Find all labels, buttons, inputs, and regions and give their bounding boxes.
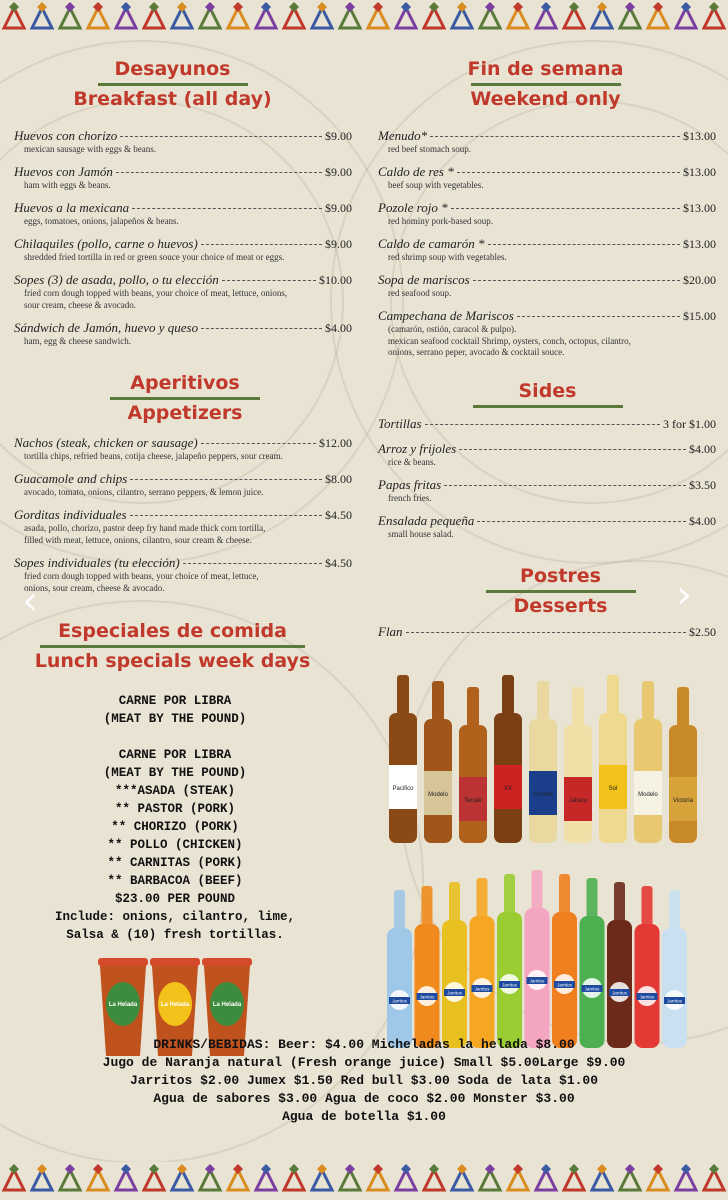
menu-item — [14, 272, 352, 311]
chevron-left-icon[interactable]: ‹ — [22, 578, 38, 624]
beer-bottle — [494, 675, 522, 843]
drinks-line: Jarritos $2.00 Jumex $1.50 Red bull $3.00 Soda de lata $1.00 — [129, 1073, 599, 1088]
svg-text:Jarritos: Jarritos — [419, 994, 435, 1000]
svg-text:La Helada: La Helada — [212, 1002, 242, 1008]
desserts-title-bar — [486, 590, 636, 593]
menu-item — [14, 236, 352, 264]
drinks-line: Agua de botella $1.00 — [282, 1109, 446, 1124]
lunch-line: Salsa & (10) fresh tortillas. — [66, 928, 284, 942]
item-name: Gorditas individuales — [14, 507, 127, 522]
item-price: $12.00 — [319, 436, 352, 450]
lunch-line: (MEAT BY THE POUND) — [103, 712, 247, 726]
item-name: Arroz y frijoles — [378, 441, 457, 456]
soda-bottle — [635, 886, 660, 1048]
appetizers-title-es: Aperitivos — [130, 372, 240, 394]
svg-text:Modelo: Modelo — [428, 792, 448, 798]
drinks-line: DRINKS/BEBIDAS: Beer: $4.00 Micheladas la helada $8.00 — [153, 1037, 575, 1052]
item-desc: red hominy pork-based soup. — [388, 216, 493, 226]
desserts-title-en: Desserts — [513, 594, 608, 617]
item-desc: ham, egg & cheese sandwich. — [24, 336, 131, 346]
item-name: Pozole rojo * — [378, 200, 448, 215]
item-name: Huevos con Jamón — [14, 164, 113, 179]
item-name: Caldo de camarón * — [378, 236, 485, 251]
menu-item — [378, 164, 716, 192]
item-price: $13.00 — [683, 129, 716, 143]
item-desc-2: onions, sour cream, cheese & avocado. — [24, 582, 165, 593]
item-price: $4.50 — [325, 508, 352, 522]
svg-text:XX: XX — [503, 786, 513, 792]
beer-bottle — [634, 681, 662, 843]
item-desc: tortilla chips, refried beans, cotija cheese, jalapeño peppers, sour cream. — [24, 451, 283, 461]
soda-bottle — [525, 870, 550, 1048]
lunch-title-bar — [40, 645, 305, 648]
lunch-line: Include: onions, cilantro, lime, — [54, 910, 296, 924]
bottom-decorative-border — [0, 1162, 728, 1196]
item-desc: small house salad. — [388, 529, 454, 539]
beer-bottle — [424, 681, 452, 843]
lunch-specials-text — [10, 692, 340, 944]
item-desc: avocado, tomato, onions, cilantro, serrano peppers, & lemon juice. — [24, 487, 264, 497]
menu-item — [378, 441, 716, 469]
svg-text:Jarritos: Jarritos — [584, 986, 600, 992]
menu-item — [14, 200, 352, 228]
item-price: $15.00 — [683, 309, 716, 323]
item-price: $4.50 — [325, 556, 352, 570]
appetizers-title-en: Appetizers — [127, 401, 243, 424]
svg-text:Jarritos: Jarritos — [557, 982, 572, 988]
item-desc-2: filled with meat, lettuce, onions, cilantro, sour cream & cheese. — [24, 534, 252, 545]
item-name: Nachos (steak, chicken or sausage) — [14, 435, 198, 450]
lunch-line: ** PASTOR (PORK) — [114, 802, 236, 816]
item-desc: french fries. — [388, 493, 432, 503]
item-price: $10.00 — [319, 273, 352, 287]
lunch-line: $23.00 PER POUND — [114, 892, 236, 906]
sides-title-bar — [473, 405, 623, 408]
menu-item — [378, 477, 716, 505]
breakfast-title-en: Breakfast (all day) — [73, 87, 272, 110]
menu-item — [14, 471, 352, 499]
item-desc-3: onions, serrano peper, avocado & cocktail souce. — [388, 347, 565, 358]
beer-bottle — [599, 675, 627, 843]
item-name: Campechana de Mariscos — [378, 308, 514, 323]
item-desc: rice & beans. — [388, 457, 436, 467]
appetizers-title-bar — [110, 397, 260, 400]
soda-bottle — [470, 878, 495, 1048]
soda-bottles-image — [384, 860, 694, 1055]
breakfast-title-bar — [98, 83, 248, 86]
svg-text:Tecate: Tecate — [464, 798, 482, 804]
beer-bottle — [459, 687, 487, 843]
svg-text:Jarritos: Jarritos — [639, 994, 655, 1000]
menu-item — [14, 320, 352, 348]
item-price: 3 for $1.00 — [663, 417, 716, 431]
beer-bottles-image — [380, 655, 700, 850]
item-desc: mexican sausage with eggs & beans. — [24, 144, 156, 154]
svg-text:La Helada: La Helada — [160, 1002, 190, 1008]
item-name: Guacamole and chips — [14, 471, 128, 486]
menu-item — [14, 555, 352, 594]
lunch-line: ** POLLO (CHICKEN) — [107, 838, 243, 852]
menu-item — [14, 435, 352, 463]
item-price: $13.00 — [683, 201, 716, 215]
lunch-line: (MEAT BY THE POUND) — [103, 766, 247, 780]
soda-bottle — [387, 890, 412, 1048]
item-desc: fried corn dough topped with beans, your choice of meat, lettuce, onions, — [24, 288, 288, 298]
weekend-title-es: Fin de semana — [467, 58, 624, 80]
breakfast-title-es: Desayunos — [114, 58, 231, 80]
soda-bottle — [552, 874, 577, 1048]
item-price: $4.00 — [325, 321, 352, 335]
menu-item — [378, 128, 716, 156]
lunch-title-es: Especiales de comida — [58, 620, 287, 642]
item-name: Chilaquiles (pollo, carne o huevos) — [14, 236, 198, 251]
item-desc: (camarón, ostión, caracol & pulpo). — [388, 324, 517, 334]
sides-title — [470, 380, 625, 410]
item-desc: shredded fried tortilla in red or green souce your choice of meat or eggs. — [24, 252, 285, 262]
beer-bottle — [389, 675, 417, 843]
item-name: Ensalada pequeña — [378, 513, 475, 528]
soda-bottle — [607, 882, 632, 1048]
beer-bottle — [529, 681, 557, 843]
menu-item — [14, 507, 352, 546]
item-price: $8.00 — [325, 472, 352, 486]
beer-bottle — [564, 687, 592, 843]
chevron-right-icon[interactable]: › — [676, 572, 692, 618]
svg-text:Jarritos: Jarritos — [502, 982, 517, 988]
item-name: Huevos a la mexicana — [14, 200, 130, 215]
item-desc: red seafood soup. — [388, 288, 452, 298]
item-name: Papas fritas — [378, 477, 442, 492]
lunch-line — [10, 728, 340, 746]
item-price: $9.00 — [325, 201, 352, 215]
sides-title-text: Sides — [518, 380, 577, 402]
svg-text:Corona: Corona — [533, 792, 553, 798]
lunch-line: ** CARNITAS (PORK) — [107, 856, 243, 870]
item-desc: eggs, tomatoes, onions, jalapeños & beans. — [24, 216, 179, 226]
svg-text:Jarritos: Jarritos — [667, 998, 682, 1004]
menu-item — [378, 236, 716, 264]
item-price: $9.00 — [325, 129, 352, 143]
svg-text:Jarritos: Jarritos — [392, 998, 407, 1004]
drinks-line: Jugo de Naranja natural (Fresh orange juice) Small $5.00Large $9.00 — [102, 1055, 626, 1070]
soda-bottle — [662, 890, 687, 1048]
item-desc: asada, pollo, chorizo, pastor deep fry hand made thick corn tortilla, — [24, 523, 266, 533]
item-desc-2: sour cream, cheese & avocado. — [24, 299, 136, 310]
item-price: $13.00 — [683, 237, 716, 251]
lunch-line: CARNE POR LIBRA — [118, 748, 232, 762]
item-name: Huevos con chorizo — [14, 128, 118, 143]
soda-bottle — [497, 874, 522, 1048]
item-name: Caldo de res * — [378, 164, 454, 179]
soda-bottle — [442, 882, 467, 1048]
item-name: Menudo* — [378, 128, 428, 143]
weekend-title — [443, 58, 648, 111]
lunch-line: ***ASADA (STEAK) — [114, 784, 236, 798]
svg-text:Jarritos: Jarritos — [447, 990, 462, 996]
item-price: $13.00 — [683, 165, 716, 179]
menu-item — [378, 624, 716, 640]
lunch-line: ** CHORIZO (PORK) — [111, 820, 239, 834]
item-desc: red shrimp soup with vegetables. — [388, 252, 507, 262]
item-price: $20.00 — [683, 273, 716, 287]
menu-item — [14, 128, 352, 156]
svg-text:La Helada: La Helada — [108, 1002, 138, 1008]
top-decorative-border — [0, 0, 728, 34]
item-name: Flan — [378, 624, 403, 639]
lunch-line: ** BARBACOA (BEEF) — [107, 874, 243, 888]
menu-item — [378, 272, 716, 300]
menu-item — [378, 513, 716, 541]
item-desc: ham with eggs & beans. — [24, 180, 111, 190]
menu-item — [378, 200, 716, 228]
item-price: $4.00 — [689, 514, 716, 528]
svg-text:Jarritos: Jarritos — [529, 978, 545, 984]
soda-bottle — [580, 878, 605, 1048]
item-name: Sopa de mariscos — [378, 272, 470, 287]
item-desc: red beef stomach soup. — [388, 144, 471, 154]
item-name: Tortillas — [378, 416, 422, 431]
menu-item — [378, 308, 716, 359]
item-desc-2: mexican seafood cocktail Shrimp, oysters, conch, octopus, cilantro, — [388, 335, 631, 346]
svg-text:Sol: Sol — [608, 786, 618, 792]
beer-bottle — [669, 687, 697, 843]
item-name: Sándwich de Jamón, huevo y queso — [14, 320, 199, 335]
svg-text:Jarritos: Jarritos — [474, 986, 490, 992]
svg-text:Victoria: Victoria — [673, 798, 693, 804]
item-name: Sopes (3) de asada, pollo, o tu elección — [14, 272, 219, 287]
item-desc: beef soup with vegetables. — [388, 180, 484, 190]
drinks-block — [0, 1036, 728, 1126]
svg-text:Pacifico: Pacifico — [392, 786, 414, 792]
item-price: $3.50 — [689, 478, 716, 492]
desserts-title — [478, 565, 643, 618]
item-name: Sopes individuales (tu elección) — [14, 555, 180, 570]
menu-item — [14, 164, 352, 192]
svg-text:Jalisco: Jalisco — [568, 798, 588, 804]
menu-item — [378, 416, 716, 432]
svg-text:Jarritos: Jarritos — [612, 990, 627, 996]
lunch-title-en: Lunch specials week days — [34, 649, 311, 672]
lunch-line: CARNE POR LIBRA — [118, 694, 232, 708]
soda-bottle — [415, 886, 440, 1048]
weekend-title-en: Weekend only — [470, 87, 621, 110]
svg-text:Modelo: Modelo — [638, 792, 658, 798]
appetizers-title — [90, 372, 280, 425]
lunch-title — [30, 620, 315, 673]
item-price: $9.00 — [325, 165, 352, 179]
weekend-title-bar — [471, 83, 621, 86]
item-price: $4.00 — [689, 442, 716, 456]
desserts-title-es: Postres — [520, 565, 601, 587]
item-desc: fried corn dough topped with beans, your choice of meat, lettuce, — [24, 571, 259, 581]
item-price: $9.00 — [325, 237, 352, 251]
drinks-line: Agua de sabores $3.00 Agua de coco $2.00 Monster $3.00 — [153, 1091, 575, 1106]
breakfast-title — [70, 58, 275, 111]
item-price: $2.50 — [689, 625, 716, 639]
